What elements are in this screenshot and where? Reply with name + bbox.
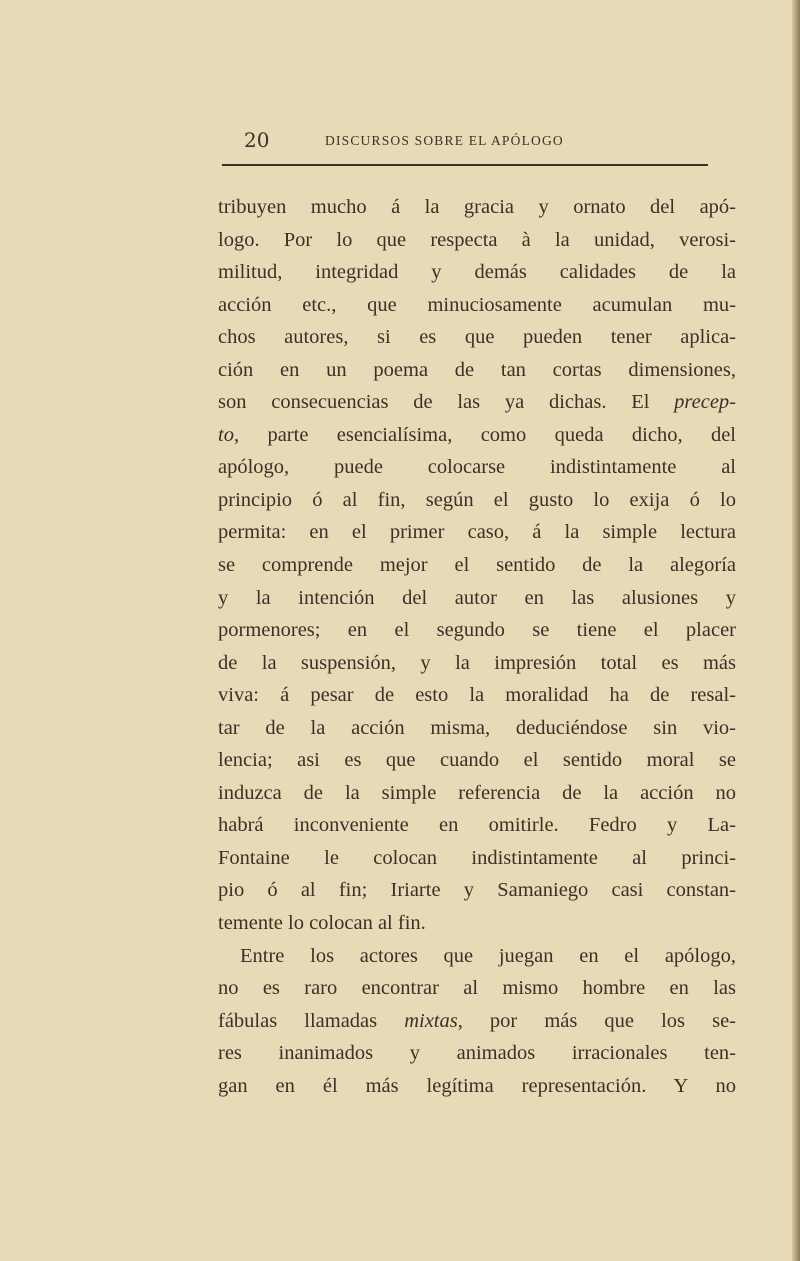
text-line [218,614,736,647]
text-span: induzca de la simple referencia de la acción no [218,781,736,804]
text-span: acción etc., que minuciosamente acumulan mu- [218,293,736,316]
text-line [218,1037,736,1070]
text-line [218,224,736,257]
text-span: principio ó al fin, según el gusto lo exija ó lo [218,488,736,511]
page-number: 20 [244,128,270,152]
text-line [218,386,736,419]
italic-text: precep- [674,391,736,414]
text-line [218,1070,736,1103]
text-line [218,972,736,1005]
running-head: DISCURSOS SOBRE EL APÓLOGO [325,133,564,148]
body-text [218,191,736,1102]
text-line [218,582,736,615]
text-span: pormenores; en el segundo se tiene el placer [218,619,736,642]
text-line [218,744,736,777]
text-line [218,647,736,680]
text-span: y la intención del autor en las alusiones y [218,586,736,609]
text-line [218,1005,736,1038]
text-span: Fontaine le colocan indistintamente al princi- [218,846,736,869]
text-line [218,712,736,745]
text-line [218,809,736,842]
text-line [218,777,736,810]
text-span: , parte esencialísima, como queda dicho, del [233,423,736,446]
text-line [218,907,736,940]
text-line [218,516,736,549]
text-line [218,874,736,907]
text-line [218,940,736,973]
text-span: son consecuencias de las ya dichas. El [218,391,675,414]
text-line [218,419,736,452]
italic-text: mixtas [404,1009,458,1032]
text-span: pio ó al fin; Iriarte y Samaniego casi constan- [218,879,736,902]
header-rule [222,164,708,166]
text-line [218,321,736,354]
text-line [218,256,736,289]
text-line [218,289,736,322]
text-span: temente lo colocan al fin. [218,912,426,935]
text-span: fábulas llamadas [218,1009,405,1032]
text-span: de la suspensión, y la impresión total es más [218,651,736,674]
text-line [218,484,736,517]
text-span: tribuyen mucho á la gracia y ornato del apó- [218,196,736,218]
text-span: habrá inconveniente en omitirle. Fedro y La- [218,814,736,837]
text-span: viva: á pesar de esto la moralidad ha de resal- [218,684,736,707]
text-line [218,679,736,712]
text-line [218,191,736,224]
text-span: Entre los actores que juegan en el apólogo, [240,944,736,967]
text-span: permita: en el primer caso, á la simple lectura [218,521,736,544]
text-span: ción en un poema de tan cortas dimensiones, [218,358,736,381]
text-line [218,354,736,387]
text-span: logo. Por lo que respecta à la unidad, verosi- [218,228,736,251]
text-span: , por más que los se- [457,1009,736,1032]
text-span: lencia; asi es que cuando el sentido moral se [218,749,736,772]
text-span: se comprende mejor el sentido de la alegoría [218,554,736,577]
text-span: apólogo, puede colocarse indistintamente al [218,456,736,479]
text-line [218,451,736,484]
text-span: chos autores, si es que pueden tener aplica- [218,326,736,349]
text-line [218,842,736,875]
text-span: militud, integridad y demás calidades de la [218,261,736,284]
page-edge [792,0,800,1261]
text-span: no es raro encontrar al mismo hombre en las [218,977,736,1000]
italic-text: to [218,423,234,446]
text-line [218,549,736,582]
text-span: tar de la acción misma, deduciéndose sin vio- [218,716,736,739]
text-span: gan en él más legítima representación. Y no [218,1074,736,1097]
text-span: res inanimados y animados irracionales ten- [218,1042,736,1065]
